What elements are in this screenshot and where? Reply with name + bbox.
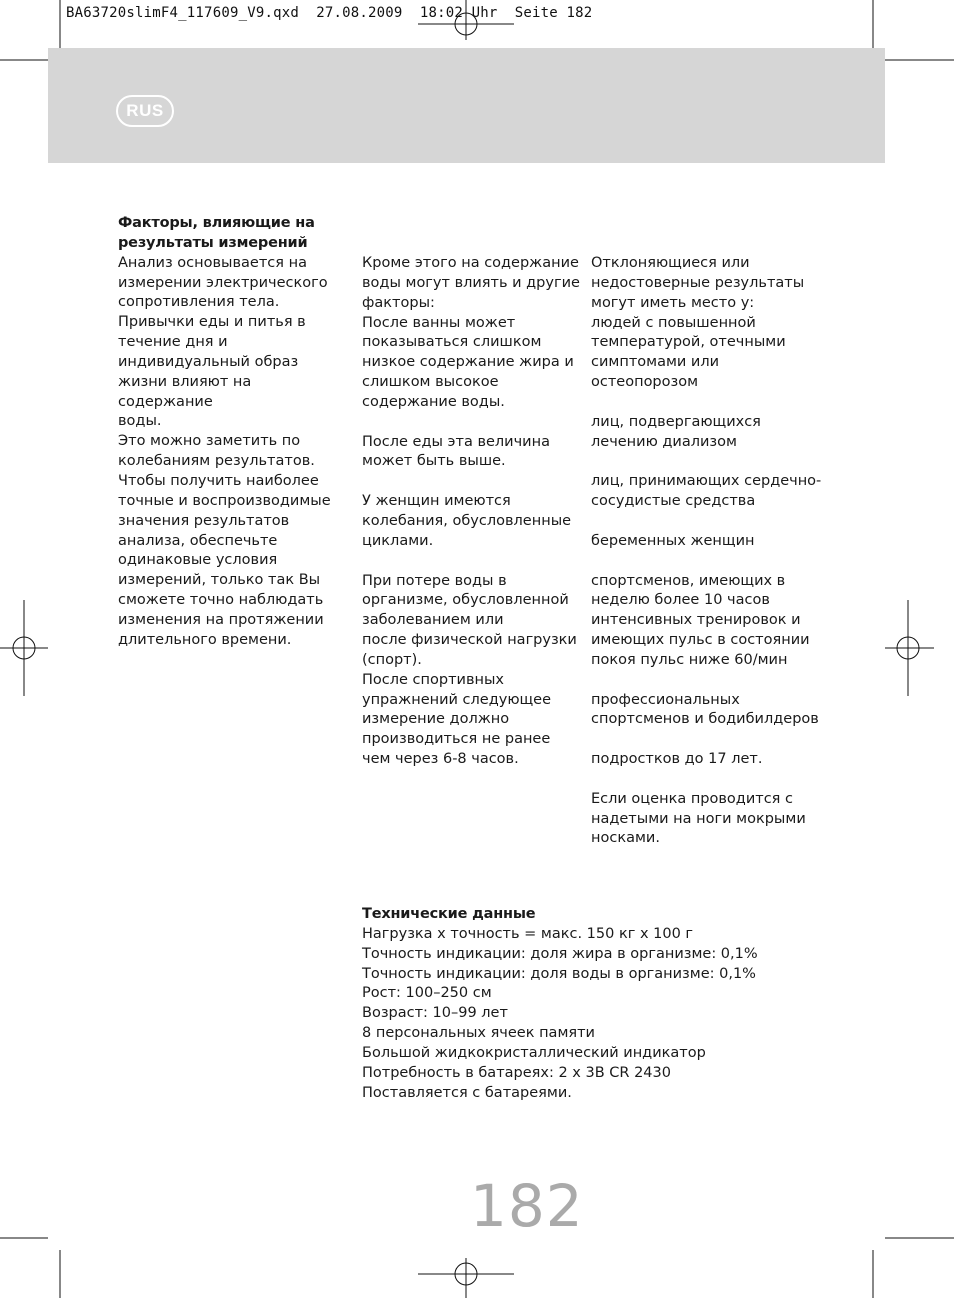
print-slug-line (66, 5, 592, 21)
tech-item: Большой жидкокристаллический индикатор (362, 1044, 706, 1061)
paragraph: профессиональных спортсменов и бодибилдеров (591, 691, 819, 728)
paragraph: Анализ основывается на измерении электрического сопротивления тела. (118, 254, 328, 311)
registration-mark-left (0, 600, 48, 696)
column-factors (118, 214, 348, 651)
paragraph: Отклоняющиеся или недостоверные результаты могут иметь место у: (591, 255, 805, 311)
tech-item: Точность индикации: доля воды в организме: 0,1% (362, 965, 756, 982)
paragraph: При потере воды в организме, обусловленной заболеванием или после физической нагрузки (спорт). (362, 572, 577, 668)
paragraph: После спортивных упражнений следующее измерение должно производиться не ранее чем через 6-8 часов. (362, 671, 552, 768)
paragraph: лиц, подвергающихся лечению диализом (591, 413, 761, 450)
slug-seite-number: 182 (566, 5, 593, 21)
header-band (48, 48, 885, 163)
tech-item: 8 персональных ячеек памяти (362, 1025, 595, 1042)
paragraph: У женщин имеются колебания, обусловленные циклами. (362, 493, 572, 549)
slug-file: BA63720slimF4_117609_V9.qxd (66, 5, 299, 21)
section-heading-factors: Факторы, влияющие на результаты измерений (118, 215, 315, 251)
paragraph: Если оценка проводится с надетыми на ноги мокрыми носками. (591, 790, 806, 847)
technical-data (362, 905, 822, 1103)
page-number: 182 (470, 1172, 584, 1240)
tech-item: Точность индикации: доля жира в организме: 0,1% (362, 945, 758, 962)
registration-mark-bottom (418, 1258, 514, 1298)
tech-item: Поставляется с батареями. (362, 1084, 572, 1101)
tech-item: Нагрузка х точность = макс. 150 кг х 100 г (362, 925, 694, 942)
registration-mark-right (885, 600, 934, 696)
column-deviating-results (591, 254, 826, 849)
paragraph: После еды эта величина может быть выше. (362, 433, 550, 470)
paragraph: Кроме этого на содержание воды могут влиять и другие факторы: (362, 255, 580, 311)
tech-item: Возраст: 10–99 лет (362, 1005, 508, 1022)
column-other-factors (362, 254, 587, 770)
paragraph: Это можно заметить по колебаниям результатов. (118, 433, 315, 470)
slug-time: 18:02 Uhr (419, 5, 498, 21)
paragraph: подростков до 17 лет. (591, 751, 763, 768)
paragraph: После ванны может показываться слишком низкое содержание жира и слишком высокое содержание воды. (362, 314, 574, 410)
tech-item: Рост: 100–250 см (362, 985, 492, 1002)
slug-date: 27.08.2009 (316, 5, 403, 21)
paragraph: лиц, принимающих сердечно- сосудистые средства (591, 473, 822, 510)
paragraph: Привычки еды и питья в течение дня и индивидуальный образ жизни влияют на содержание воды. (118, 314, 306, 430)
paragraph: людей с повышенной температурой, отечными симптомами или остеопорозом (591, 314, 786, 391)
tech-item: Потребность в батареях: 2 х 3В CR 2430 (362, 1064, 671, 1081)
slug-seite-label: Seite (514, 5, 558, 21)
language-badge: RUS (116, 95, 174, 127)
paragraph: спортсменов, имеющих в неделю более 10 часов интенсивных тренировок и имеющих пульс в состоянии покоя пульс ниже 60/мин (591, 572, 810, 668)
section-heading-tech: Технические данные (362, 906, 536, 922)
paragraph: беременных женщин (591, 532, 755, 549)
paragraph: Чтобы получить наиболее точные и воспроизводимые значения результатов анализа, обеспечьте одинаковые условия измерений, только так Вы сможете точно наблюдать изменения на протяжении длительного времени. (118, 472, 331, 648)
